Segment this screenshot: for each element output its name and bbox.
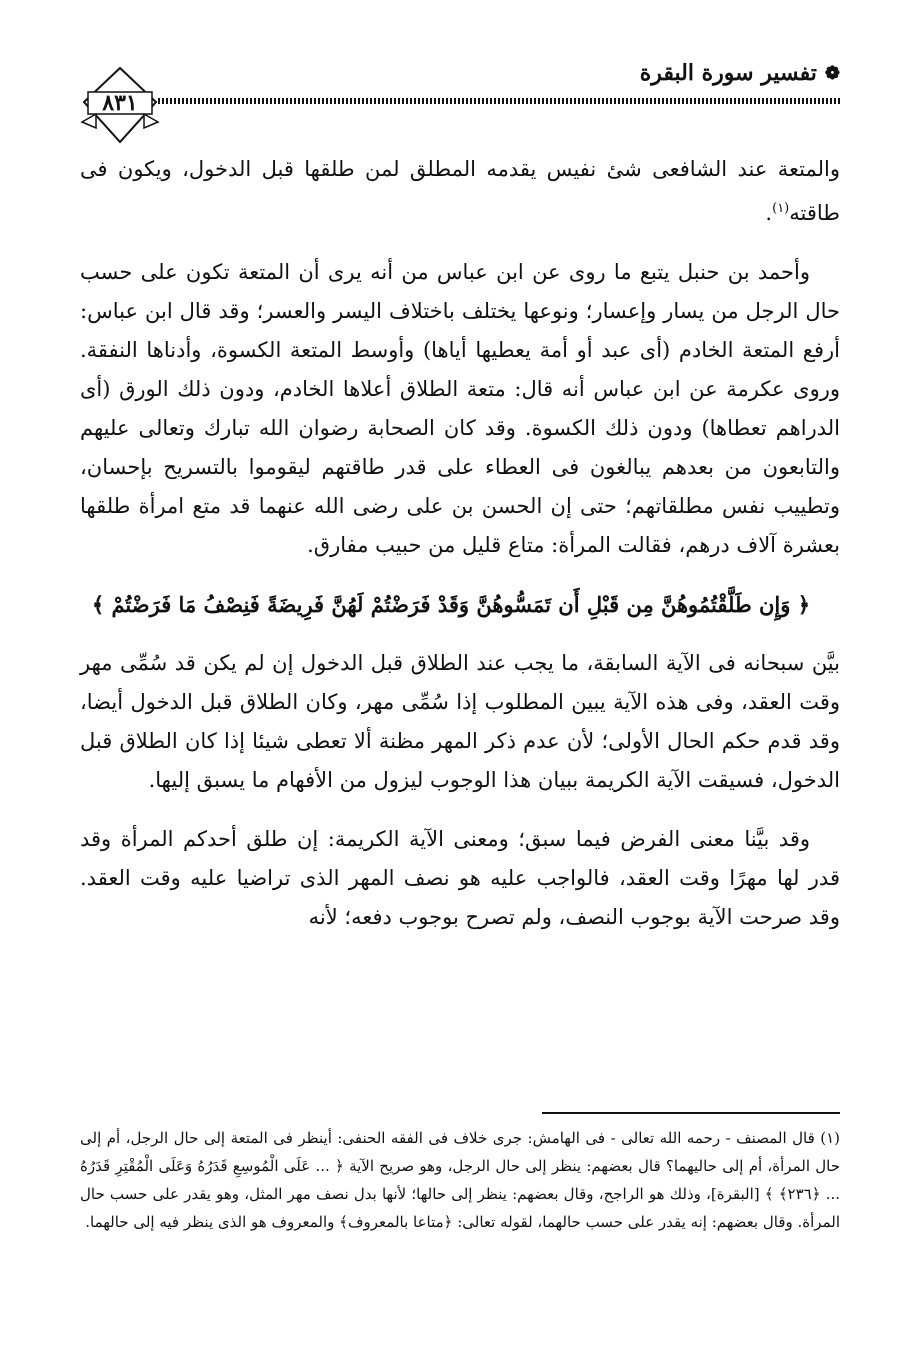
footnote: (١) قال المصنف - رحمه الله تعالى - فى الهامش: جرى خلاف فى الفقه الحنفى: أينظر فى المتعة إلى حال الرجل، أم إلى حال المرأة، أم إلى حاليهما؟ قال بعضهم: ينظر إلى حال الرجل، وهو صريح الآية ﴿ ... عَلَى الْمُوسِعِ قَدَرُهُ وَعَلَى الْمُقْتِرِ قَدَرُهُ ... ﴿٢٣٦﴾ ﴾ [البقرة]، وذلك هو الراجح، وقال بعضهم: ينظر إلى حالها؛ لأنها بدل نصف مهر المثل، وهو يقدر على حسب حال المرأة. وقال بعضهم: إنه يقدر على حسب حالهما، لقوله تعالى: ﴿متاعا بالمعروف﴾ والمعروف هو الذى ينظر فيه إلى حالهما. — [80, 1129, 840, 1231]
footnote-rule — [542, 1112, 840, 1114]
page-number: ٨٣١ — [102, 90, 138, 116]
footnote-ref: (١) — [772, 201, 790, 216]
paragraph-4: وقد بيَّنا معنى الفرض فيما سبق؛ ومعنى الآية الكريمة: إن طلق أحدكم المرأة وقد قدر لها مهرًا وقت العقد، فالواجب عليه هو نصف المهر الذى تراضيا عليه وقت العقد. وقد صرحت الآية بوجوب النصف، ولم تصرح بوجوب دفعه؛ لأنه — [80, 827, 840, 929]
paragraph-2: وأحمد بن حنبل يتبع ما روى عن ابن عباس من أنه يرى أن المتعة تكون على حسب حال الرجل من يسار وإعسار؛ ونوعها يختلف باختلاف اليسر والعسر؛ وقد قال ابن عباس: أرفع المتعة الخادم (أى عبد أو أمة يعطيها أياها) وأوسط المتعة الكسوة، وأدناها النفقة. وروى عكرمة عن ابن عباس أنه قال: متعة الطلاق أعلاها الخادم، ودون ذلك الورق (أى الدراهم تعطاها) ودون ذلك الكسوة. وقد كان الصحابة رضوان الله تبارك وتعالى عليهم والتابعون من بعدهم يبالغون فى العطاء على قدر طاقتهم ليقوموا بالتسريح بإحسان، وتطييب نفس مطلقاتهم؛ حتى إن الحسن بن على رضى الله عنهما قد متع امرأة طلقها بعشرة آلاف درهم، فقالت المرأة: متاع قليل من حبيب مفارق. — [80, 260, 840, 557]
paragraph-1 — [80, 150, 840, 233]
quran-verse: ﴿ وَإِن طَلَّقْتُمُوهُنَّ مِن قَبْلِ أَن تَمَسُّوهُنَّ وَقَدْ فَرَضْتُمْ لَهُنَّ فَرِيضَةً فَنِصْفُ مَا فَرَضْتُمْ ﴾ — [91, 592, 810, 617]
page-header — [80, 54, 840, 164]
header-rule — [158, 98, 840, 104]
running-title-text: تفسير سورة البقرة — [639, 60, 817, 86]
ornament-icon: ❁ — [824, 62, 840, 84]
paragraph-1-text: والمتعة عند الشافعى شئ نفيس يقدمه المطلق لمن طلقها قبل الدخول، ويكون فى طاقته — [80, 157, 840, 225]
paragraph-1-end: . — [765, 201, 773, 225]
paragraph-3: بيَّن سبحانه فى الآية السابقة، ما يجب عند الطلاق قبل الدخول إن لم يكن قد سُمِّى مهر وقت العقد، وفى هذه الآية يبين المطلوب إذا سُمِّى مهر، وكان الطلاق قبل الدخول أيضا، وقد قدم حكم الحال الأولى؛ لأن عدم ذكر المهر مظنة ألا تعطى شيئا إذا كان الطلاق قبل الدخول، فسيقت الآية الكريمة ببيان هذا الوجوب ليزول من الأفهام ما يسبق إليها. — [80, 651, 840, 792]
body-text — [80, 150, 840, 957]
running-title — [640, 60, 840, 86]
page-number-badge — [80, 66, 160, 146]
